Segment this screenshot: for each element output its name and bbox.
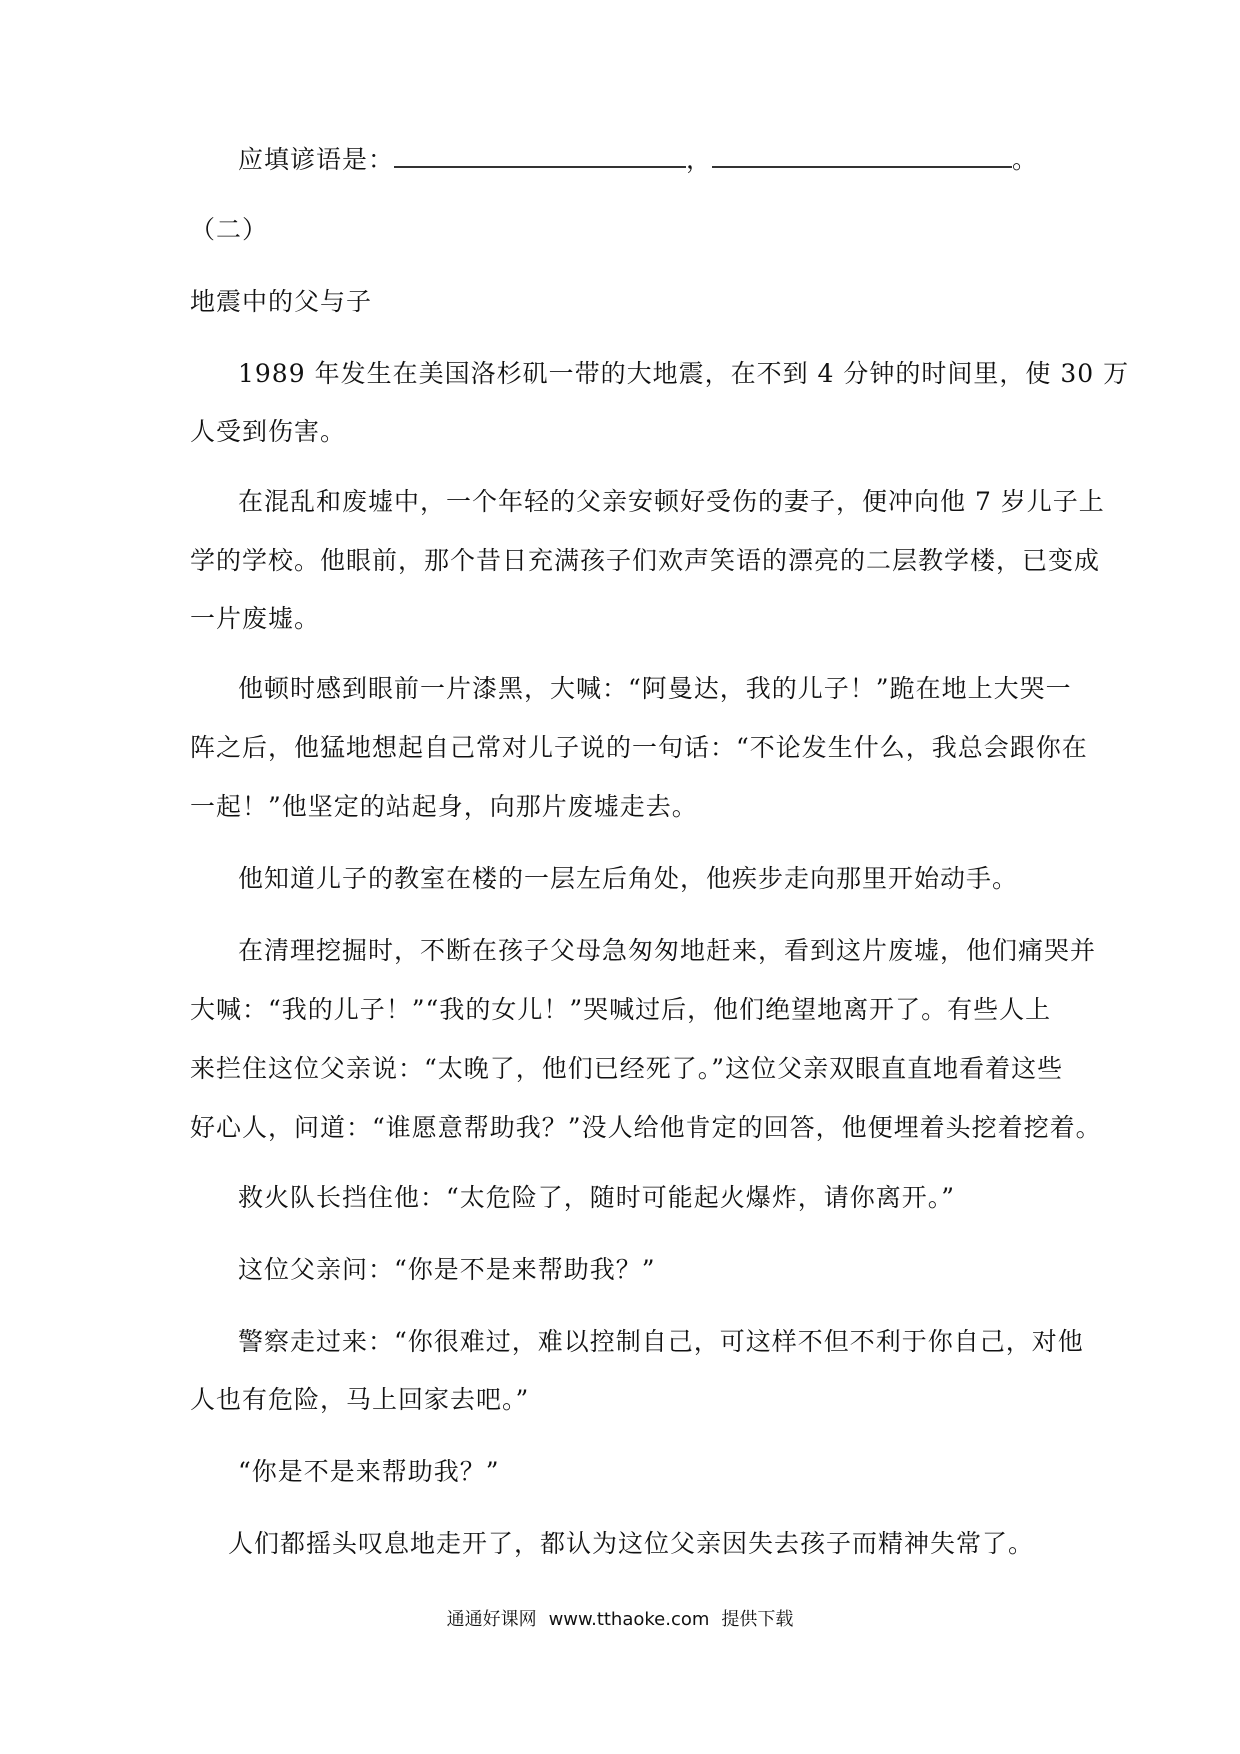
paragraph-4-line-1: 他知道儿子的教室在楼的一层左后角处，他疾步走向那里开始动手。 xyxy=(238,864,1019,893)
footer-url[interactable]: www.tthaoke.com xyxy=(548,1609,710,1630)
answer-blank-2[interactable] xyxy=(712,134,1012,168)
page-footer xyxy=(0,1605,1240,1631)
paragraph-2-line-2: 学的学校。他眼前，那个昔日充满孩子们欢声笑语的漂亮的二层教学楼，已变成 xyxy=(190,546,1101,575)
footer-site-name: 通通好课网 xyxy=(446,1609,537,1630)
paragraph-8-line-1: 警察走过来：“你很难过，难以控制自己，可这样不但不利于你自己，对他 xyxy=(238,1327,1084,1356)
prompt-label: 应填谚语是： xyxy=(238,145,395,174)
paragraph-1-line-1: 1989 年发生在美国洛杉矶一带的大地震，在不到 4 分钟的时间里，使 30 万 xyxy=(238,359,1130,388)
paragraph-3-line-3: 一起！”他坚定的站起身，向那片废墟走去。 xyxy=(190,792,698,821)
paragraph-5-line-2: 大喊：“我的儿子！”“我的女儿！”哭喊过后，他们绝望地离开了。有些人上 xyxy=(190,995,1052,1024)
paragraph-3-line-1: 他顿时感到眼前一片漆黑，大喊：“阿曼达，我的儿子！”跪在地上大哭一 xyxy=(238,674,1072,703)
section-marker: （二） xyxy=(190,215,269,244)
paragraph-3-line-2: 阵之后，他猛地想起自己常对儿子说的一句话：“不论发生什么，我总会跟你在 xyxy=(190,733,1088,762)
fill-in-proverb-prompt xyxy=(238,134,1118,184)
paragraph-5-line-4: 好心人，问道：“谁愿意帮助我？”没人给他肯定的回答，他便埋着头挖着挖着。 xyxy=(190,1113,1102,1142)
paragraph-2-line-1: 在混乱和废墟中，一个年轻的父亲安顿好受伤的妻子，便冲向他 7 岁儿子上 xyxy=(238,487,1105,516)
paragraph-2-line-3: 一片废墟。 xyxy=(190,604,321,633)
paragraph-8-line-2: 人也有危险，马上回家去吧。” xyxy=(190,1385,530,1414)
answer-blank-1[interactable] xyxy=(394,134,686,168)
paragraph-9-line-1: “你是不是来帮助我？” xyxy=(238,1457,500,1486)
paragraph-5-line-3: 来拦住这位父亲说：“太晚了，他们已经死了。”这位父亲双眼直直地看着这些 xyxy=(190,1054,1064,1083)
story-title: 地震中的父与子 xyxy=(190,287,373,316)
paragraph-10-line-1: 人们都摇头叹息地走开了，都认为这位父亲因失去孩子而精神失常了。 xyxy=(228,1529,1035,1558)
paragraph-7-line-1: 这位父亲问：“你是不是来帮助我？” xyxy=(238,1255,656,1284)
paragraph-1-line-2: 人受到伤害。 xyxy=(190,417,347,446)
footer-suffix: 提供下载 xyxy=(721,1609,794,1630)
paragraph-6-line-1: 救火队长挡住他：“太危险了，随时可能起火爆炸，请你离开。” xyxy=(238,1183,956,1212)
prompt-period: 。 xyxy=(1012,145,1039,174)
paragraph-5-line-1: 在清理挖掘时，不断在孩子父母急匆匆地赶来，看到这片废墟，他们痛哭并 xyxy=(238,936,1097,965)
prompt-comma: ， xyxy=(686,145,713,174)
